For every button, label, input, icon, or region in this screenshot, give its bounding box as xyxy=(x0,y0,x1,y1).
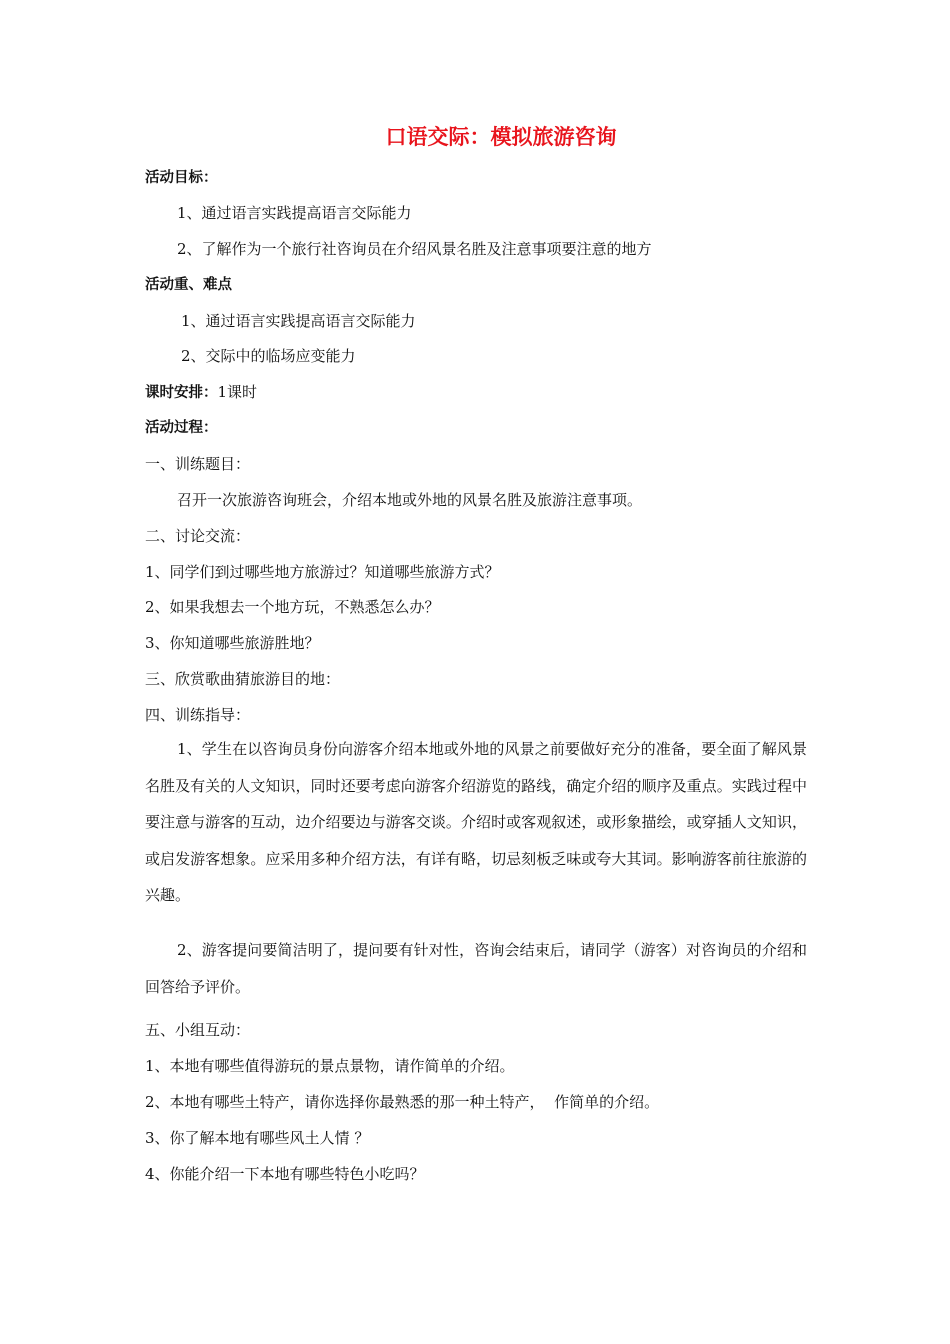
interaction-item-1: 1、本地有哪些值得游玩的景点景物，请作简单的介绍。 xyxy=(145,1057,515,1075)
section-1-title: 一、训练题目： xyxy=(145,455,251,473)
schedule-value: 1课时 xyxy=(217,383,258,401)
focus-item-2: 2、交际中的临场应变能力 xyxy=(181,347,356,365)
guidance-paragraph-2: 2、游客提问要简洁明了，提问要有针对性，咨询会结束后，请同学（游客）对咨询员的介绍和回答给予评价。 xyxy=(145,941,807,996)
goals-heading: 活动目标： xyxy=(145,170,218,186)
interaction-item-2: 2、本地有哪些土特产，请你选择你最熟悉的那一种土特产， 作简单的介绍。 xyxy=(145,1093,660,1111)
interaction-item-4: 4、你能介绍一下本地有哪些特色小吃吗？ xyxy=(145,1165,425,1183)
section-2-title: 二、讨论交流： xyxy=(145,527,251,545)
focus-heading: 活动重、难点 xyxy=(145,277,232,293)
schedule-label: 课时安排： xyxy=(145,385,218,401)
document-title: 口语交际：模拟旅游咨询 xyxy=(385,125,617,149)
section-5-title: 五、小组互动： xyxy=(145,1021,251,1039)
discussion-item-1: 1、同学们到过哪些地方旅游过？知道哪些旅游方式？ xyxy=(145,563,500,581)
goal-item-2: 2、了解作为一个旅行社咨询员在介绍风景名胜及注意事项要注意的地方 xyxy=(177,240,652,258)
section-3-title: 三、欣赏歌曲猜旅游目的地： xyxy=(145,670,341,688)
discussion-item-2: 2、如果我想去一个地方玩，不熟悉怎么办？ xyxy=(145,598,440,616)
discussion-item-3: 3、你知道哪些旅游胜地？ xyxy=(145,634,320,652)
goal-item-1: 1、通过语言实践提高语言交际能力 xyxy=(177,204,412,222)
guidance-paragraph-1: 1、学生在以咨询员身份向游客介绍本地或外地的风景之前要做好充分的准备，要全面了解风景名胜及有关的人文知识，同时还要考虑向游客介绍游览的路线，确定介绍的顺序及重点。实践过程中要注意与游客的互动，边介绍要边与游客交谈。介绍时或客观叙述，或形象描绘，或穿插人文知识，或启发游客想象。应采用多种介绍方法，有详有略，切忌刻板乏味或夸大其词。影响游客前往旅游的兴趣。 xyxy=(145,740,807,904)
process-heading: 活动过程： xyxy=(145,420,218,436)
section-4-title: 四、训练指导： xyxy=(145,706,251,724)
schedule-line xyxy=(145,382,257,403)
focus-item-1: 1、通过语言实践提高语言交际能力 xyxy=(181,312,416,330)
interaction-item-3: 3、你了解本地有哪些风土人情 ？ xyxy=(145,1129,370,1147)
section-1-text: 召开一次旅游咨询班会，介绍本地或外地的风景名胜及旅游注意事项。 xyxy=(177,491,643,509)
